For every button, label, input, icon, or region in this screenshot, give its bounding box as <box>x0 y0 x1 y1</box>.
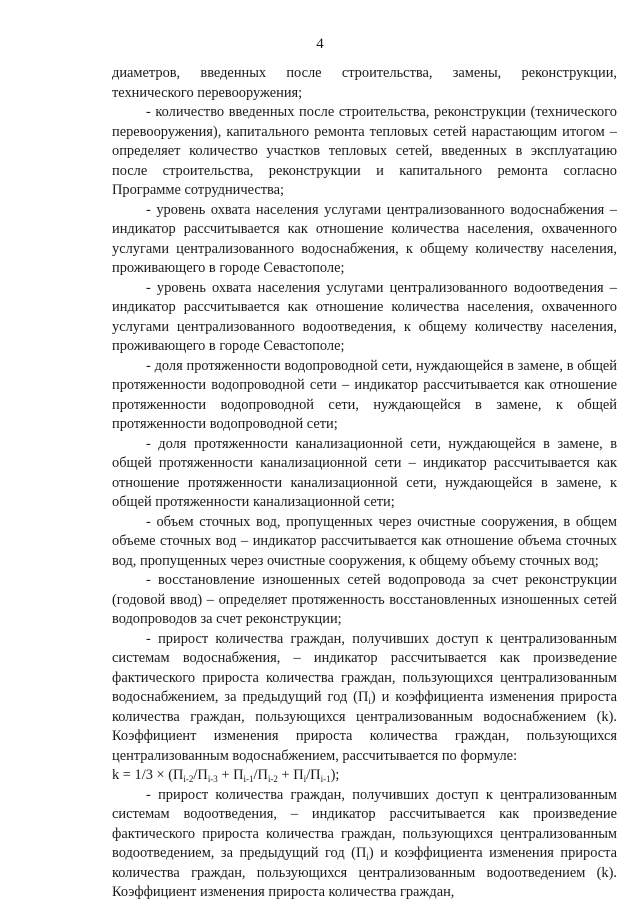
subscript: i-2 <box>267 774 278 784</box>
paragraph-water-access-growth <box>112 630 617 767</box>
paragraph-sewer-coverage: - уровень охвата населения услугами централизованного водоотведения – индикатор рассчитывается как отношение количества населения, охваченного услугами централизованного водоотведения, к общему количеству населения, проживающего в городе Севастополе; <box>112 279 617 354</box>
paragraph-diameters: диаметров, введенных после строительства, замены, реконструкции, технического перевооружения; <box>112 65 617 101</box>
subscript: i-2 <box>183 774 194 784</box>
formula-text: + П <box>277 767 304 783</box>
formula-text: + П <box>217 767 244 783</box>
document-body <box>112 64 617 903</box>
paragraph-sewer-network-replacement: - доля протяженности канализационной сети, нуждающейся в замене, в общей протяженности канализационной сети – индикатор рассчитывается как отношение протяженности канализационной сети, нуждающейся в замене, к общей протяженности канализационной сети; <box>112 435 617 510</box>
subscript: i <box>366 852 369 862</box>
paragraph-text: ) и коэффициента изменения прироста количества граждан, пользующихся централизованным водоснабжением (k). Коэффициент изменения прироста количества граждан, пользующихся централизованным водоснабжением, рассчитывается по формуле: <box>112 689 617 764</box>
paragraph-sewer-access-growth <box>112 786 617 903</box>
paragraph-heat-networks: - количество введенных после строительства, реконструкции (технического перевооружения), капитального ремонта тепловых сетей нарастающим итогом – определяет количество участков тепловых сетей, введенных в эксплуатацию после строительства, реконструкции и капитального ремонта согласно Программе сотрудничества; <box>112 104 617 198</box>
page-number: 4 <box>316 36 324 52</box>
paragraph-water-supply-coverage: - уровень охвата населения услугами централизованного водоснабжения – индикатор рассчитывается как отношение количества населения, охваченного услугами централизованного водоснабжения, к общему количеству населения, проживающего в городе Севастополе; <box>112 201 617 276</box>
paragraph-network-restoration: - восстановление изношенных сетей водопровода за счет реконструкции (годовой ввод) – определяет протяженность восстановленных изношенных сетей водопроводов за счет реконструкции; <box>112 572 617 627</box>
paragraph-wastewater-treatment: - объем сточных вод, пропущенных через очистные сооружения, в общем объеме сточных вод – индикатор рассчитывается как отношение объема сточных вод, пропущенных через очистные сооружения, к общему объему сточных вод; <box>112 513 617 569</box>
subscript: i <box>303 774 307 784</box>
paragraph-text: ) и коэффициента изменения прироста количества граждан, пользующихся централизованным водоотведением (k). Коэффициент изменения прироста количества граждан, <box>112 845 618 900</box>
formula-text: /П <box>193 767 208 783</box>
formula-text: /П <box>253 767 268 783</box>
paragraph-text: - прирост количества граждан, получивших доступ к централизованным системам водоотведения, – индикатор рассчитывается как произведение фактического прироста количества граждан, пользующихся централизованным водоотведением, за предыдущий год (П <box>112 786 617 861</box>
formula-text: ); <box>330 767 340 783</box>
subscript: i <box>368 696 371 706</box>
subscript: i-1 <box>320 774 331 784</box>
formula-k <box>112 766 617 786</box>
subscript: i-1 <box>243 774 254 784</box>
subscript: i-3 <box>207 774 218 784</box>
paragraph-water-network-replacement: - доля протяженности водопроводной сети, нуждающейся в замене, в общей протяженности водопроводной сети – индикатор рассчитывается как отношение протяженности водопроводной сети, нуждающейся в замене, к общей протяженности водопроводной сети; <box>112 357 617 432</box>
formula-text: k = 1/3 × (П <box>112 767 184 783</box>
formula-text: /П <box>306 767 321 783</box>
paragraph-text: - прирост количества граждан, получивших доступ к централизованным системам водоснабжения, – индикатор рассчитывается как произведение фактического прироста количества граждан, пользующихся централизованным водоснабжением, за предыдущий год (П <box>112 630 617 705</box>
